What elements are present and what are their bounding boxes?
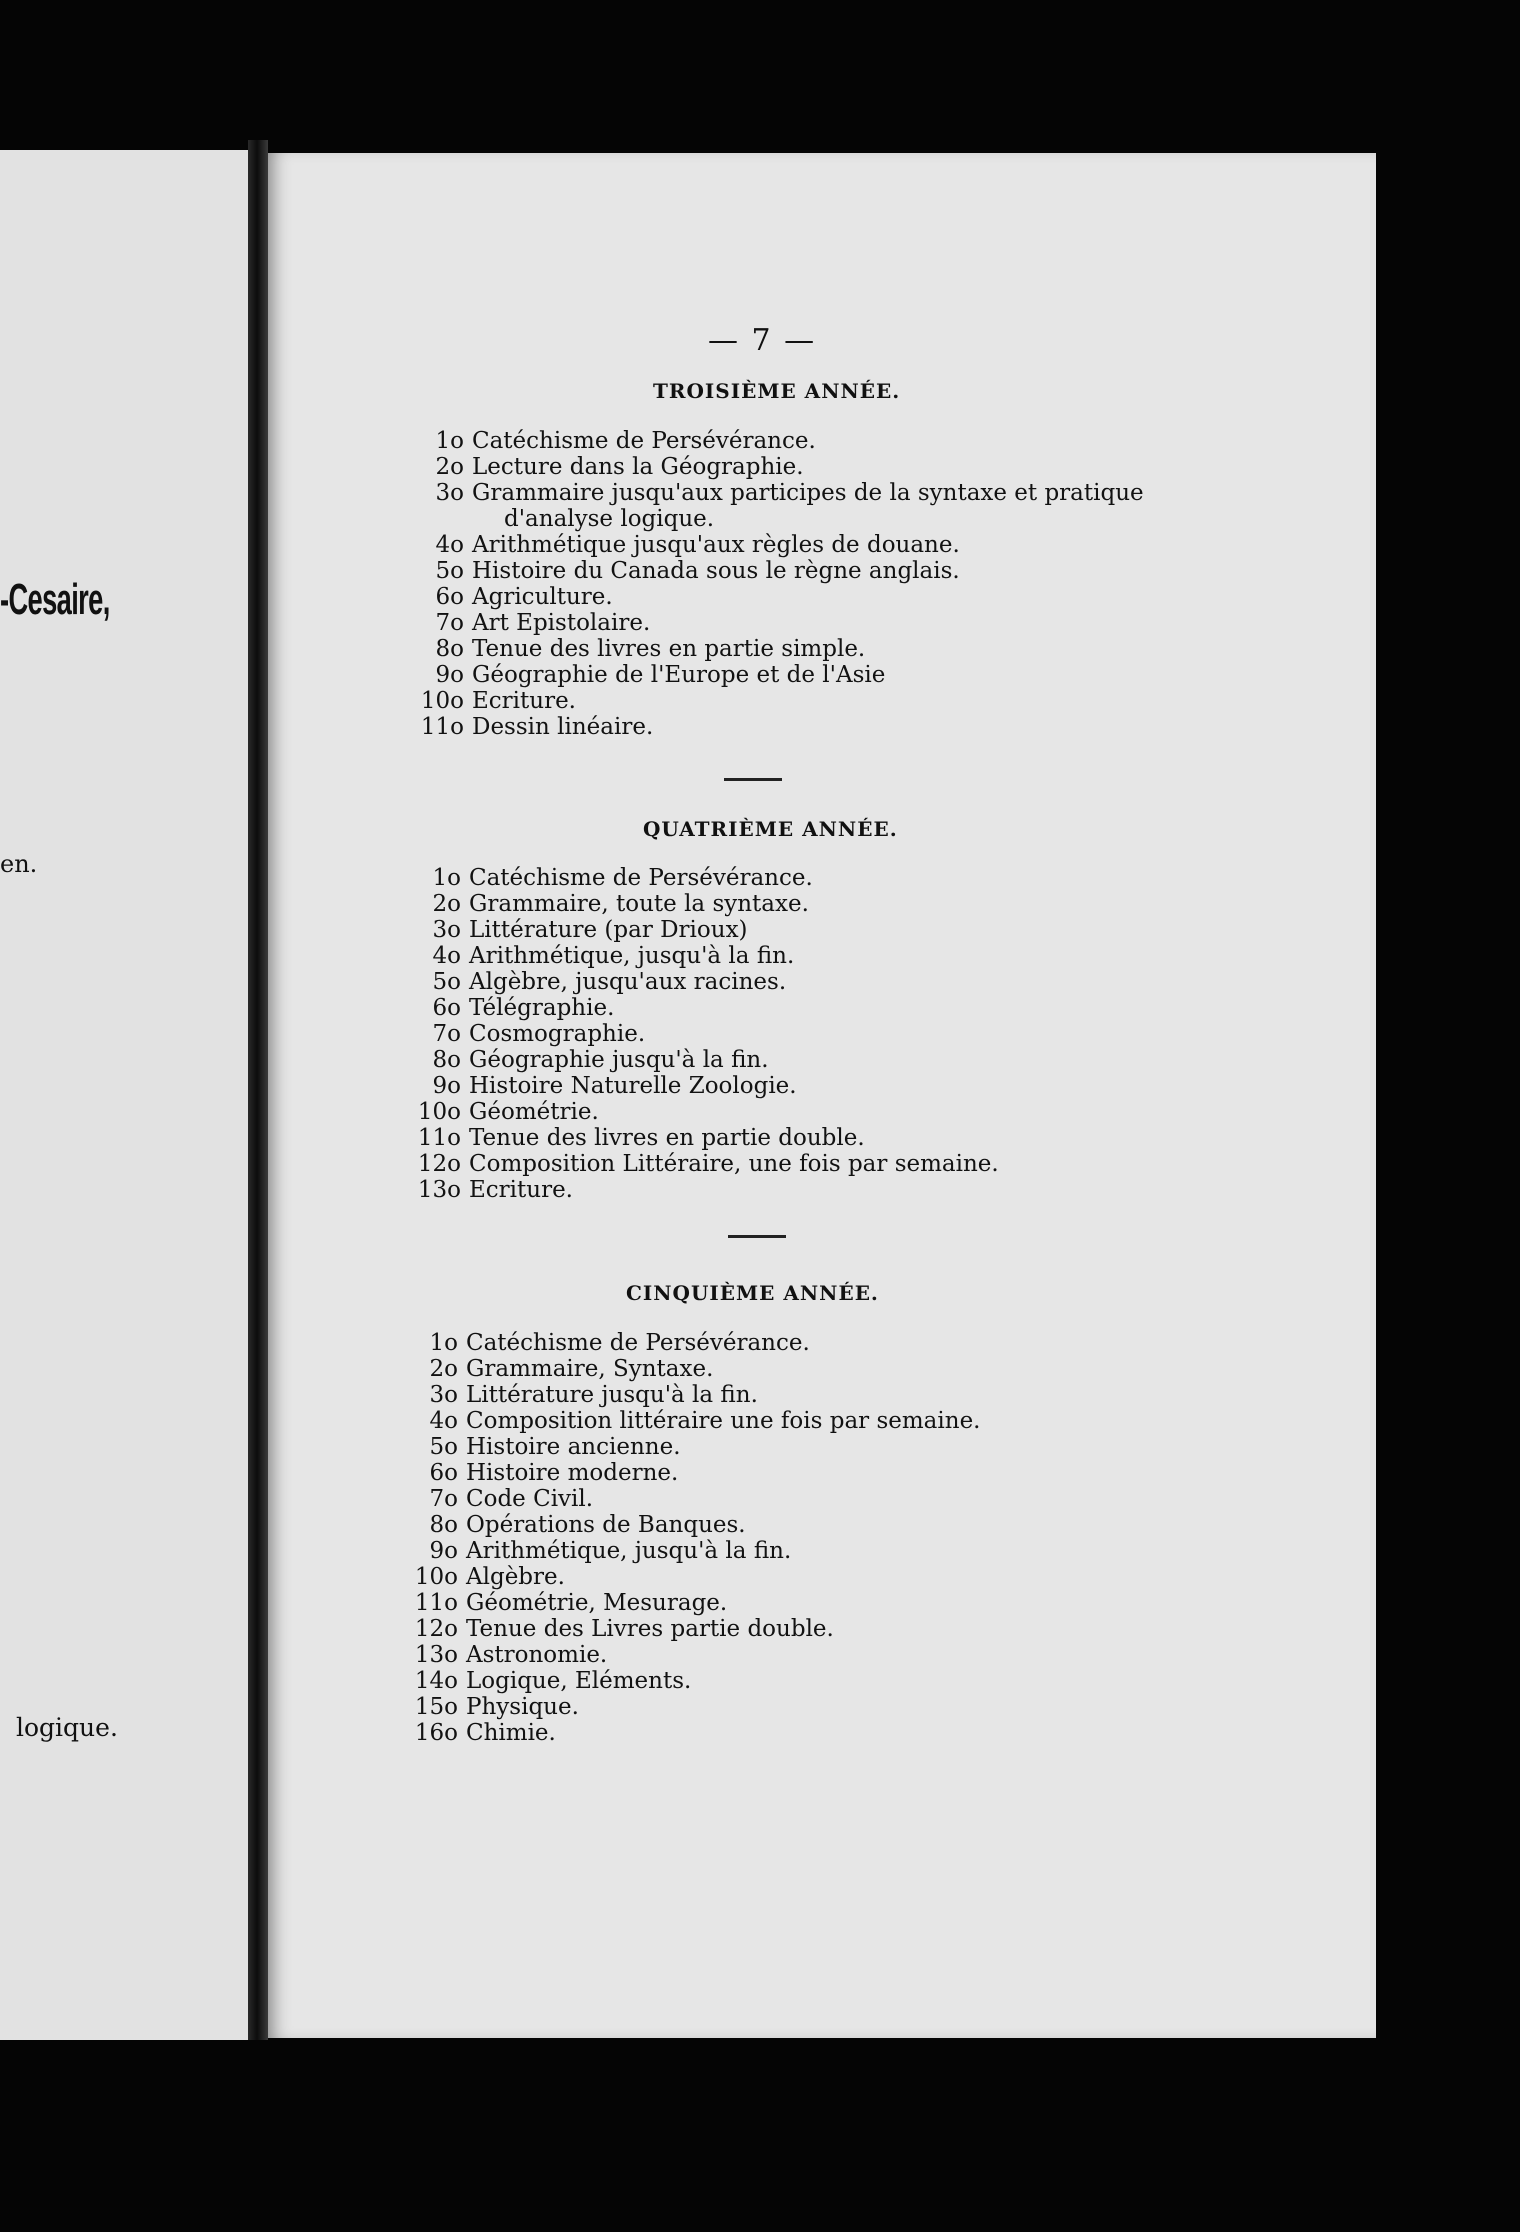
item-text: Littérature (par Drioux) xyxy=(469,917,748,943)
item-text: Littérature jusqu'à la fin. xyxy=(466,1382,758,1408)
course-item xyxy=(418,532,1144,558)
course-item xyxy=(415,943,999,969)
item-text: Grammaire, toute la syntaxe. xyxy=(469,891,809,917)
course-list xyxy=(415,865,999,1203)
course-item xyxy=(415,865,999,891)
item-text: Grammaire jusqu'aux participes de la syntaxe et pratique xyxy=(472,480,1144,506)
item-number: 5o xyxy=(432,969,461,995)
item-number: 9o xyxy=(435,662,464,688)
item-text: Physique. xyxy=(466,1694,579,1720)
item-number: 8o xyxy=(432,1047,461,1073)
item-number: 14o xyxy=(414,1668,458,1694)
course-item xyxy=(412,1460,981,1486)
item-number: 4o xyxy=(429,1408,458,1434)
item-number: 9o xyxy=(432,1073,461,1099)
course-item xyxy=(418,714,1144,740)
item-number: 11o xyxy=(414,1590,458,1616)
item-number: 1o xyxy=(435,428,464,454)
course-item xyxy=(415,969,999,995)
item-number: 3o xyxy=(435,480,464,506)
section-heading: CINQUIÈME ANNÉE. xyxy=(626,1281,879,1305)
course-item xyxy=(418,688,1144,714)
item-number: 13o xyxy=(417,1177,461,1203)
section-divider xyxy=(724,778,782,781)
section-divider xyxy=(728,1235,786,1238)
course-item xyxy=(412,1330,981,1356)
item-text: Grammaire, Syntaxe. xyxy=(466,1356,714,1382)
item-number: 6o xyxy=(432,995,461,1021)
course-list xyxy=(418,428,1144,740)
course-item xyxy=(412,1616,981,1642)
left-page-title-fragment: -Cesaire, xyxy=(0,575,110,624)
item-text: Arithmétique jusqu'aux règles de douane. xyxy=(472,532,960,558)
item-text: Dessin linéaire. xyxy=(472,714,654,740)
item-text: Histoire Naturelle Zoologie. xyxy=(469,1073,797,1099)
item-number: 8o xyxy=(429,1512,458,1538)
item-text: Cosmographie. xyxy=(469,1021,646,1047)
course-item xyxy=(412,1382,981,1408)
item-text: Ecriture. xyxy=(469,1177,573,1203)
item-text: Géographie de l'Europe et de l'Asie xyxy=(472,662,886,688)
section-heading: QUATRIÈME ANNÉE. xyxy=(643,817,898,841)
document-page xyxy=(268,153,1376,2038)
item-text: Catéchisme de Persévérance. xyxy=(466,1330,810,1356)
course-item xyxy=(412,1642,981,1668)
item-text: Arithmétique, jusqu'à la fin. xyxy=(466,1538,792,1564)
item-text: Géométrie, Mesurage. xyxy=(466,1590,728,1616)
item-text: Agriculture. xyxy=(472,584,613,610)
course-item xyxy=(412,1434,981,1460)
item-text: Arithmétique, jusqu'à la fin. xyxy=(469,943,795,969)
item-text: Ecriture. xyxy=(472,688,576,714)
course-item xyxy=(415,1099,999,1125)
course-item xyxy=(412,1564,981,1590)
course-item xyxy=(415,995,999,1021)
course-item xyxy=(415,1177,999,1203)
course-item xyxy=(412,1408,981,1434)
item-text: Géométrie. xyxy=(469,1099,599,1125)
item-text: Tenue des Livres partie double. xyxy=(466,1616,834,1642)
item-number: 5o xyxy=(435,558,464,584)
item-text: Algèbre, jusqu'aux racines. xyxy=(469,969,787,995)
left-page-text-fragment: en. xyxy=(0,850,38,878)
left-page-text-fragment: logique. xyxy=(16,1713,118,1742)
item-text: Tenue des livres en partie double. xyxy=(469,1125,865,1151)
course-item xyxy=(418,428,1144,454)
item-text: Astronomie. xyxy=(466,1642,608,1668)
item-text: Histoire du Canada sous le règne anglais. xyxy=(472,558,960,584)
item-text: Catéchisme de Persévérance. xyxy=(469,865,813,891)
item-text: Composition Littéraire, une fois par semaine. xyxy=(469,1151,999,1177)
course-item xyxy=(412,1720,981,1746)
page-number: — 7 — xyxy=(708,323,817,358)
item-text: Code Civil. xyxy=(466,1486,594,1512)
course-item xyxy=(415,891,999,917)
item-number: 4o xyxy=(432,943,461,969)
item-text: Algèbre. xyxy=(466,1564,565,1590)
item-number: 3o xyxy=(432,917,461,943)
course-item xyxy=(418,662,1144,688)
item-text: Lecture dans la Géographie. xyxy=(472,454,804,480)
item-number: 10o xyxy=(420,688,464,714)
item-number: 6o xyxy=(429,1460,458,1486)
course-item xyxy=(412,1668,981,1694)
item-number: 8o xyxy=(435,636,464,662)
item-number: 11o xyxy=(417,1125,461,1151)
item-number: 11o xyxy=(420,714,464,740)
course-item xyxy=(412,1590,981,1616)
item-text: Logique, Eléments. xyxy=(466,1668,692,1694)
course-item xyxy=(415,917,999,943)
item-number: 7o xyxy=(432,1021,461,1047)
course-item xyxy=(412,1512,981,1538)
item-number: 6o xyxy=(435,584,464,610)
item-number: 1o xyxy=(432,865,461,891)
course-item xyxy=(418,558,1144,584)
item-number: 7o xyxy=(429,1486,458,1512)
item-text: Histoire moderne. xyxy=(466,1460,679,1486)
item-text: Opérations de Banques. xyxy=(466,1512,746,1538)
item-number: 5o xyxy=(429,1434,458,1460)
course-item xyxy=(415,1125,999,1151)
course-item xyxy=(412,1356,981,1382)
course-item-continuation: d'analyse logique. xyxy=(504,506,715,532)
item-number: 7o xyxy=(435,610,464,636)
course-item xyxy=(412,1694,981,1720)
item-text: Composition littéraire une fois par semaine. xyxy=(466,1408,981,1434)
course-item xyxy=(415,1151,999,1177)
section-heading: TROISIÈME ANNÉE. xyxy=(653,379,901,403)
item-text: Chimie. xyxy=(466,1720,556,1746)
course-item xyxy=(412,1486,981,1512)
course-item xyxy=(418,584,1144,610)
course-item xyxy=(412,1538,981,1564)
item-text: Catéchisme de Persévérance. xyxy=(472,428,816,454)
item-number: 3o xyxy=(429,1382,458,1408)
item-number: 10o xyxy=(414,1564,458,1590)
course-item xyxy=(418,454,1144,480)
item-number: 2o xyxy=(432,891,461,917)
item-text: Télégraphie. xyxy=(469,995,615,1021)
item-text: Art Epistolaire. xyxy=(472,610,651,636)
item-number: 2o xyxy=(435,454,464,480)
course-list xyxy=(412,1330,981,1746)
course-item xyxy=(415,1047,999,1073)
item-number: 2o xyxy=(429,1356,458,1382)
item-text: Tenue des livres en partie simple. xyxy=(472,636,866,662)
item-number: 16o xyxy=(414,1720,458,1746)
item-number: 12o xyxy=(417,1151,461,1177)
item-number: 1o xyxy=(429,1330,458,1356)
item-number: 10o xyxy=(417,1099,461,1125)
item-number: 9o xyxy=(429,1538,458,1564)
item-number: 4o xyxy=(435,532,464,558)
course-item xyxy=(418,610,1144,636)
book-gutter xyxy=(248,140,268,2040)
course-item xyxy=(415,1021,999,1047)
item-number: 12o xyxy=(414,1616,458,1642)
course-item xyxy=(415,1073,999,1099)
item-text: Histoire ancienne. xyxy=(466,1434,681,1460)
course-item xyxy=(418,636,1144,662)
item-number: 13o xyxy=(414,1642,458,1668)
course-item xyxy=(418,480,1144,506)
item-text: Géographie jusqu'à la fin. xyxy=(469,1047,769,1073)
item-number: 15o xyxy=(414,1694,458,1720)
left-page-fragment xyxy=(0,150,262,2040)
